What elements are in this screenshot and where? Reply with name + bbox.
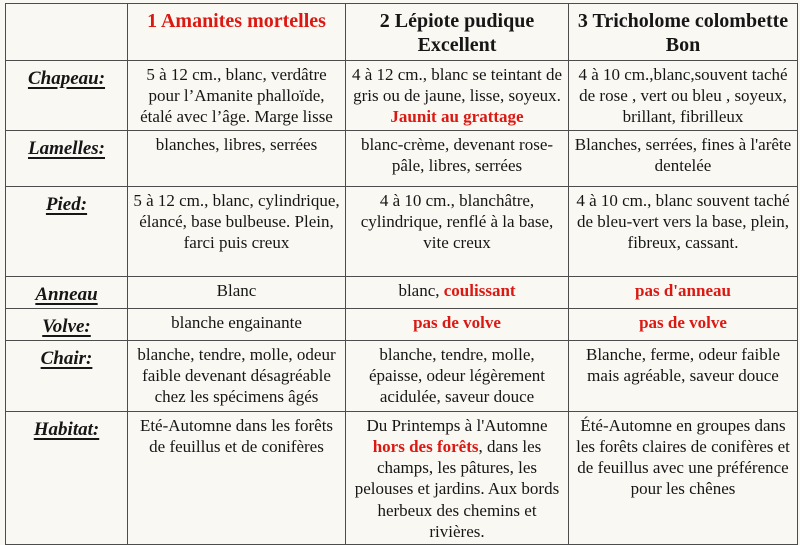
scanned-document-page <box>0 3 800 541</box>
cell-anneau-tricholome <box>569 276 798 308</box>
header-col-tricholome <box>569 4 798 61</box>
header-title-lepiote: 2 Lépiote pudique <box>379 10 535 32</box>
row-label-chapeau: Chapeau: <box>6 60 128 130</box>
cell-anneau-lepiote <box>346 276 569 308</box>
cell-text: Blanc <box>216 280 257 300</box>
table-body <box>6 60 798 544</box>
row-label-volve: Volve: <box>6 308 128 340</box>
cell-text: blanche, tendre, molle, odeur faible devenant désagréable chez les spécimens âgés <box>137 344 336 407</box>
header-col-lepiote <box>346 4 569 61</box>
cell-lamelles-lepiote <box>346 130 569 186</box>
cell-pied-lepiote <box>346 186 569 276</box>
row-label-lamelles: Lamelles: <box>6 130 128 186</box>
cell-text: blanches, libres, serrées <box>155 134 318 154</box>
cell-text: blanc-crème, devenant rose-pâle, libres, serrées <box>360 134 554 175</box>
cell-text: 5 à 12 cm., blanc, cylindrique, élancé, base bulbeuse. Plein, farci puis creux <box>133 190 340 253</box>
cell-chapeau-lepiote <box>346 60 569 130</box>
table-row-chair <box>6 340 798 411</box>
table-row-anneau <box>6 276 798 308</box>
cell-volve-amanites <box>128 308 346 340</box>
header-col-amanites <box>128 4 346 61</box>
highlighted-text: pas d'anneau <box>635 280 731 300</box>
cell-anneau-amanites <box>128 276 346 308</box>
header-subtitle-lepiote: Excellent <box>417 34 497 57</box>
cell-habitat-tricholome <box>569 411 798 545</box>
row-label-chair: Chair: <box>6 340 128 411</box>
cell-chapeau-tricholome <box>569 60 798 130</box>
row-label-habitat: Habitat: <box>6 411 128 545</box>
cell-text: 4 à 10 cm., blanchâtre, cylindrique, renflé à la base, vite creux <box>360 190 554 253</box>
cell-text: Blanche, ferme, odeur faible mais agréable, saveur douce <box>586 344 780 385</box>
highlighted-text: pas de volve <box>413 312 501 332</box>
mushroom-comparison-table <box>5 3 798 545</box>
row-label-anneau: Anneau <box>6 276 128 308</box>
cell-pied-tricholome <box>569 186 798 276</box>
cell-lamelles-amanites <box>128 130 346 186</box>
cell-text: blanche engainante <box>171 312 302 332</box>
cell-chair-tricholome <box>569 340 798 411</box>
cell-text: blanc, <box>398 280 444 300</box>
table-row-chapeau <box>6 60 798 130</box>
cell-pied-amanites <box>128 186 346 276</box>
cell-volve-lepiote <box>346 308 569 340</box>
cell-habitat-lepiote <box>346 411 569 545</box>
table-header <box>6 4 798 61</box>
cell-lamelles-tricholome <box>569 130 798 186</box>
cell-text: , dans les champs, les pâtures, les pelouses et jardins. Aux bords herbeux des chemins et rivières. <box>354 436 560 541</box>
cell-text: 4 à 10 cm., blanc souvent taché de bleu-vert vers la base, plein, fibreux, cassant. <box>576 190 790 253</box>
cell-text: 4 à 10 cm.,blanc,souvent taché de rose , vert ou bleu , soyeux, brillant, fibrilleux <box>578 64 788 127</box>
cell-text: Blanches, serrées, fines à l'arête dentelée <box>574 134 792 175</box>
highlighted-text: pas de volve <box>639 312 727 332</box>
header-title-tricholome: 3 Tricholome colombette <box>577 10 789 32</box>
highlighted-text: Jaunit au grattage <box>390 107 524 127</box>
cell-chair-lepiote <box>346 340 569 411</box>
cell-chair-amanites <box>128 340 346 411</box>
highlighted-text: hors des forêts <box>372 436 479 456</box>
table-row-pied <box>6 186 798 276</box>
row-label-pied: Pied: <box>6 186 128 276</box>
cell-text: Été-Automne en groupes dans les forêts claires de conifères et de feuillus avec une préférence pour les chênes <box>576 415 790 499</box>
cell-text: Eté-Automne dans les forêts de feuillus et de conifères <box>139 415 334 456</box>
table-row-volve <box>6 308 798 340</box>
header-corner-cell <box>6 4 128 61</box>
highlighted-text: coulissant <box>443 280 516 300</box>
header-row <box>6 4 798 61</box>
header-subtitle-tricholome: Bon <box>665 34 701 57</box>
table-row-lamelles <box>6 130 798 186</box>
cell-volve-tricholome <box>569 308 798 340</box>
cell-text: blanche, tendre, molle, épaisse, odeur légèrement acidulée, saveur douce <box>368 344 546 407</box>
header-title-amanites: 1 Amanites mortelles <box>147 10 326 32</box>
cell-habitat-amanites <box>128 411 346 545</box>
cell-text: 5 à 12 cm., blanc, verdâtre pour l’Amanite phalloïde, étalé avec l’âge. Marge lisse <box>140 64 333 127</box>
cell-text: 4 à 12 cm., blanc se teintant de gris ou de jaune, lisse, soyeux. <box>351 64 563 106</box>
table-row-habitat <box>6 411 798 545</box>
cell-text: Du Printemps à l'Automne <box>366 415 548 435</box>
cell-chapeau-amanites <box>128 60 346 130</box>
